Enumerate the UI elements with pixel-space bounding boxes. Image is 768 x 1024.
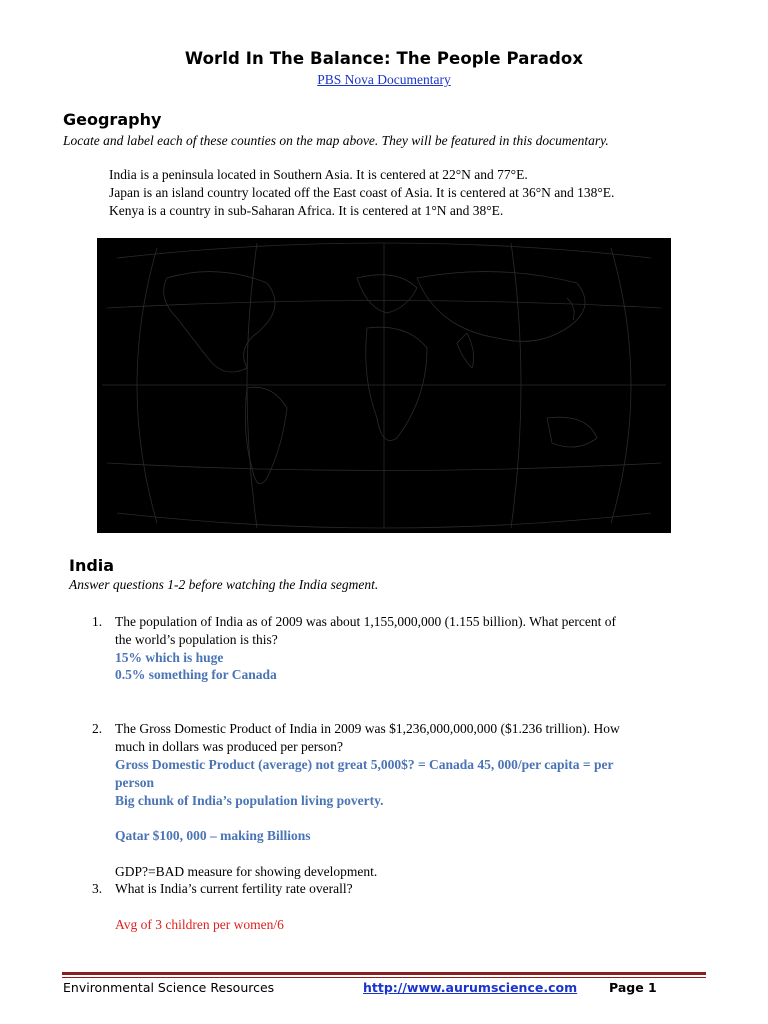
question-2-number: 2. [92,721,103,736]
aurumscience-link[interactable]: http://www.aurumscience.com [363,980,578,995]
india-instruction: Answer questions 1-2 before watching the India segment. [69,577,379,592]
question-1-answer-1: 15% which is huge [115,650,224,665]
question-3-number: 3. [92,881,103,896]
subtitle [0,72,768,88]
question-2-answer-2: person [115,775,155,790]
question-2-note: GDP?=BAD measure for showing development. [115,864,378,879]
footer-rule-thick [62,972,706,975]
question-1-answer-2: 0.5% something for Canada [115,667,277,682]
geography-line-india: India is a peninsula located in Southern Asia. It is centered at 22°N and 77°E. [109,167,528,182]
question-2-answer-4: Qatar $100, 000 – making Billions [115,828,311,843]
question-2-answer-1: Gross Domestic Product (average) not great 5,000$? = Canada 45, 000/per capita = per [115,757,614,772]
geography-heading: Geography [63,110,162,129]
geography-line-kenya: Kenya is a country in sub-Saharan Africa. It is centered at 1°N and 38°E. [109,203,504,218]
footer-link-container [363,980,577,995]
question-2-line-1: The Gross Domestic Product of India in 2009 was $1,236,000,000,000 ($1.236 trillion). How [115,721,620,736]
question-3-answer: Avg of 3 children per women/6 [115,917,284,932]
page-title: World In The Balance: The People Paradox [184,49,584,68]
question-2-answer-3: Big chunk of India’s population living poverty. [115,793,384,808]
geography-line-japan: Japan is an island country located off the East coast of Asia. It is centered at 36°N and 138°E. [109,185,615,200]
question-1-number: 1. [92,614,103,629]
india-heading: India [69,556,115,575]
question-1-line-1: The population of India as of 2009 was about 1,155,000,000 (1.155 billion). What percent of [115,614,617,629]
page-number: Page 1 [609,980,657,995]
geography-instruction: Locate and label each of these counties on the map above. They will be featured in this documentary. [63,133,609,148]
question-2-line-2: much in dollars was produced per person? [115,739,343,754]
footer-rule-thin [62,977,706,978]
world-map-outline [97,238,671,533]
question-3-text: What is India’s current fertility rate overall? [115,881,353,896]
question-1-line-2: the world’s population is this? [115,632,278,647]
footer-left-text: Environmental Science Resources [63,980,275,995]
pbs-nova-link[interactable]: PBS Nova Documentary [317,72,451,87]
world-map [97,238,671,533]
